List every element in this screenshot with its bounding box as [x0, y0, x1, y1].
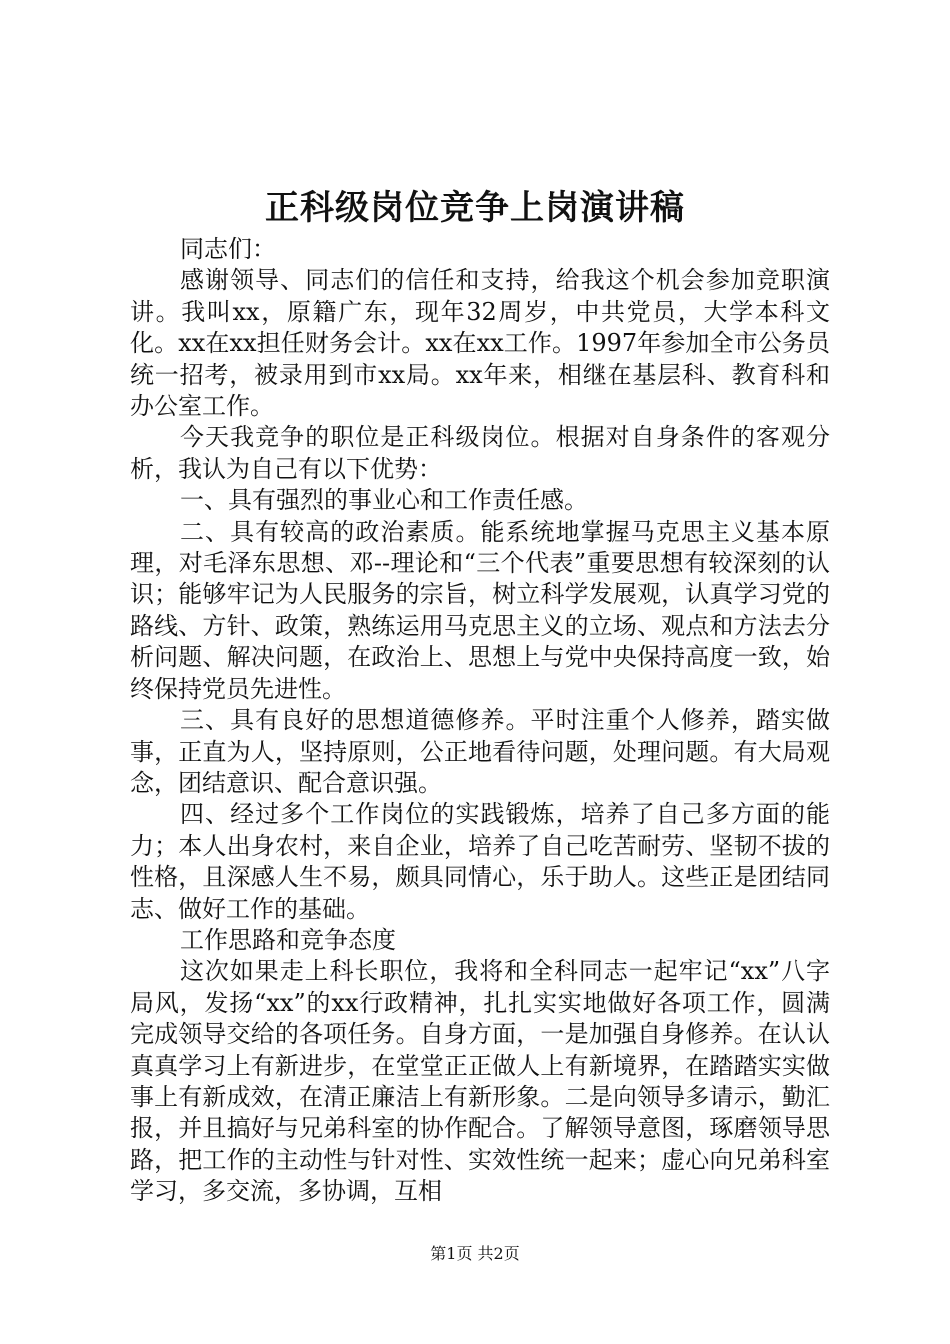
- paragraph-advantage-2: 二、具有较高的政治素质。能系统地掌握马克思主义基本原理，对毛泽东思想、邓--理论和“三个代表”重要思想有较深刻的认识；能够牢记为人民服务的宗旨，树立科学发展观，认真学习党的路线、方针、政策，熟练运用马克思主义的立场、观点和方法去分析问题、解决问题，在政治上、思想上与党中央保持高度一致，始终保持党员先进性。: [130, 517, 830, 703]
- document-title: 正科级岗位竞争上岗演讲稿: [265, 188, 685, 228]
- paragraph-advantage-1: 一、具有强烈的事业心和工作责任感。: [180, 486, 588, 515]
- document-body: [130, 234, 830, 1208]
- paragraph-introduction: 感谢领导、同志们的信任和支持，给我这个机会参加竞职演讲。我叫xx，原籍广东，现年32周岁，中共党员，大学本科文化。xx在xx担任财务会计。xx在xx工作。1997年参加全市公务员统一招考，被录用到市xx局。xx年来，相继在基层科、教育科和办公室工作。: [130, 266, 830, 421]
- page-footer: 第1页 共2页: [430, 1244, 520, 1263]
- section-heading-work-ideas: 工作思路和竞争态度: [180, 925, 396, 954]
- paragraph-work-plan: 这次如果走上科长职位，我将和全科同志一起牢记“xx”八字局风，发扬“xx”的xx行政精神，扎扎实实地做好各项工作，圆满完成领导交给的各项任务。自身方面，一是加强自身修养。在认认真真学习上有新进步，在堂堂正正做人上有新境界，在踏踏实实做事上有新成效，在清正廉洁上有新形象。二是向领导多请示，勤汇报，并且搞好与兄弟科室的协作配合。了解领导意图，琢磨领导思路，把工作的主动性与针对性、实效性统一起来；虚心向兄弟科室学习，多交流，多协调，互相: [130, 957, 830, 1206]
- paragraph-advantage-3: 三、具有良好的思想道德修养。平时注重个人修养，踏实做事，正直为人，坚持原则，公正地看待问题，处理问题。有大局观念，团结意识、配合意识强。: [130, 706, 830, 797]
- paragraph-position: 今天我竞争的职位是正科级岗位。根据对自身条件的客观分析，我认为自己有以下优势：: [130, 423, 830, 483]
- paragraph-salutation: 同志们：: [180, 235, 276, 263]
- paragraph-advantage-4: 四、经过多个工作岗位的实践锻炼，培养了自己多方面的能力；本人出身农村，来自企业，培养了自己吃苦耐劳、坚韧不拔的性格，且深感人生不易，颇具同情心，乐于助人。这些正是团结同志、做好工作的基础。: [130, 800, 830, 923]
